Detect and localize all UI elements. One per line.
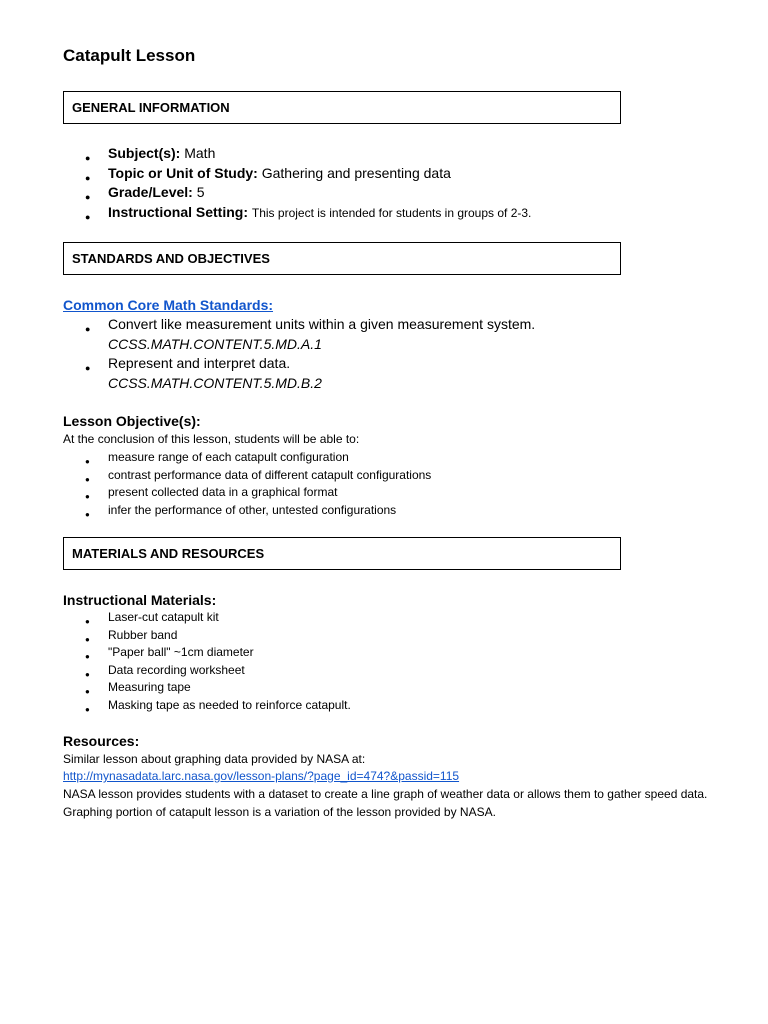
list-item: ● "Paper ball" ~1cm diameter [63, 644, 351, 662]
item-label: Subject(s): [108, 145, 181, 161]
section-header-materials: MATERIALS AND RESOURCES [63, 537, 621, 570]
resources-heading: Resources: [63, 733, 140, 749]
common-core-standards-link[interactable]: Common Core Math Standards: [63, 297, 274, 313]
standard-code: CCSS.MATH.CONTENT.5.MD.B.2 [108, 374, 322, 391]
general-info-list [63, 144, 531, 223]
objectives-heading: Lesson Objective(s): [63, 413, 201, 429]
standard-text: ● Represent and interpret data. [108, 355, 291, 371]
resources-intro: Similar lesson about graphing data provided by NASA at: [63, 752, 366, 766]
nasa-lesson-link[interactable]: http://mynasadata.larc.nasa.gov/lesson-plans/?page_id=474?&passid=115 [63, 769, 460, 783]
item-label: Instructional Setting: [108, 203, 248, 220]
section-header-standards: STANDARDS AND OBJECTIVES [63, 242, 621, 275]
standard-code: CCSS.MATH.CONTENT.5.MD.A.1 [108, 335, 322, 352]
list-item: ● Measuring tape [63, 679, 351, 697]
list-item [63, 144, 531, 164]
standards-list [63, 315, 535, 393]
resources-description: NASA lesson provides students with a dataset to create a line graph of weather data or allows them to gather speed data. Graphing portion of catapult lesson is a variation of the lesson provided by NASA. [63, 787, 708, 819]
list-item: ● measure range of each catapult configuration [63, 449, 431, 467]
list-item: ● Laser-cut catapult kit [63, 609, 351, 627]
section-header-general: GENERAL INFORMATION [63, 91, 621, 124]
list-item: ● Rubber band [63, 627, 351, 645]
list-item [63, 183, 531, 203]
list-item [63, 315, 535, 354]
materials-heading: Instructional Materials: [63, 592, 217, 608]
page-title: Catapult Lesson [63, 46, 196, 65]
materials-list [63, 609, 351, 714]
objectives-list [63, 449, 431, 519]
list-item [63, 164, 531, 184]
list-item [63, 203, 531, 224]
list-item: ● Data recording worksheet [63, 662, 351, 680]
list-item: ● infer the performance of other, untested configurations [63, 502, 431, 520]
item-value: Math [184, 145, 216, 161]
objectives-intro: At the conclusion of this lesson, students will be able to: [63, 432, 360, 446]
item-label: Grade/Level: [108, 184, 193, 200]
list-item [63, 354, 535, 393]
item-label: Topic or Unit of Study: [108, 164, 258, 181]
item-value: 5 [196, 184, 205, 200]
item-value: Gathering and presenting data [261, 164, 451, 181]
standard-text: ● Convert like measurement units within a given measurement system. [108, 316, 536, 332]
list-item: ● present collected data in a graphical format [63, 484, 431, 502]
list-item: ● contrast performance data of different catapult configurations [63, 467, 431, 485]
item-value: This project is intended for students in groups of 2-3. [251, 205, 532, 220]
resources-url-line [63, 768, 713, 786]
list-item: ● Masking tape as needed to reinforce catapult. [63, 697, 351, 715]
